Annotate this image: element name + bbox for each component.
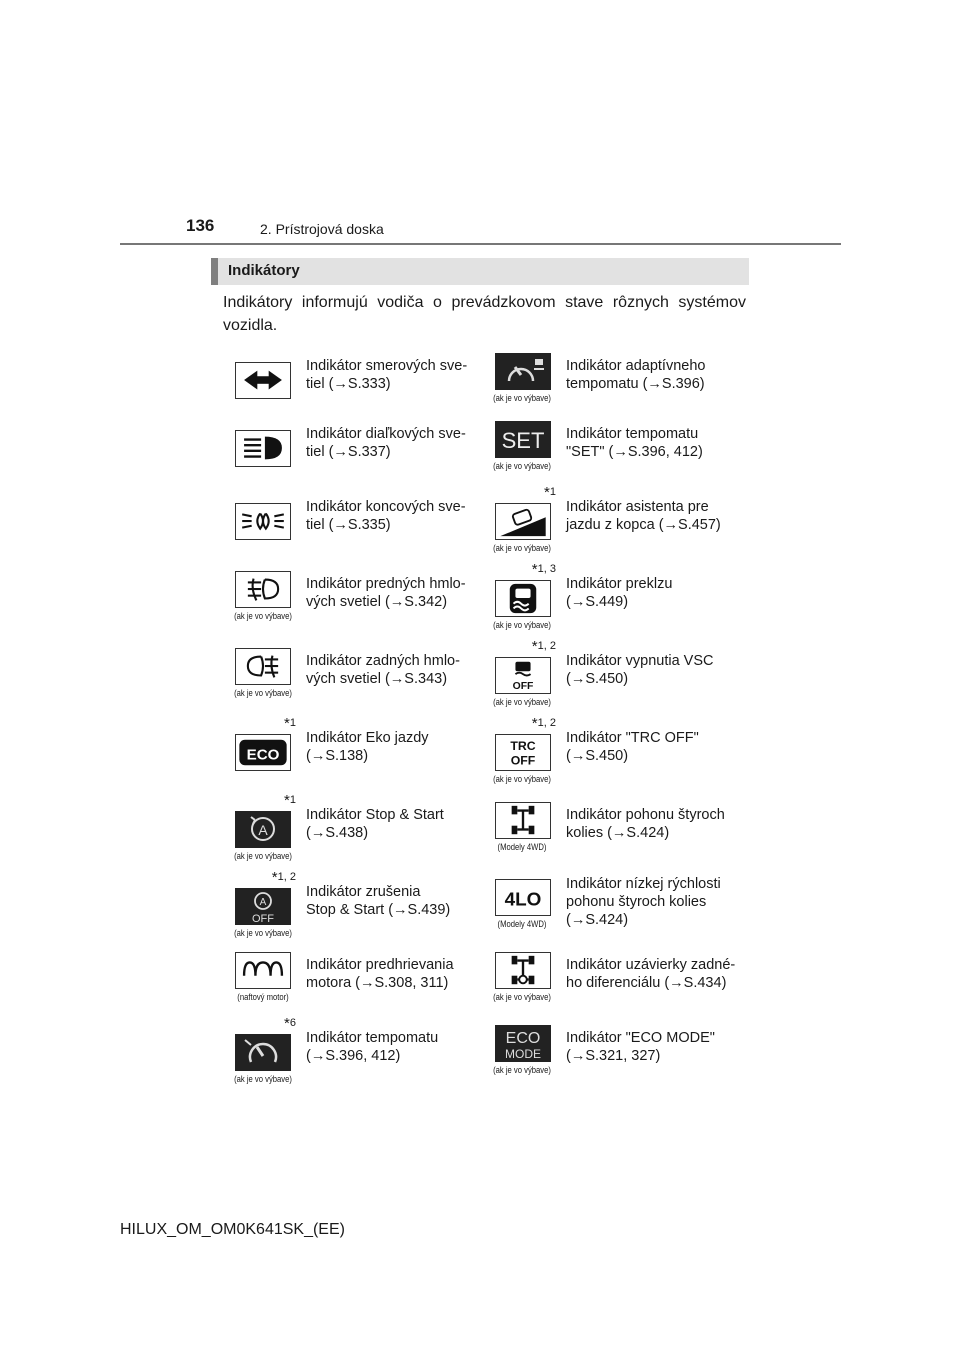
- cruise-set-icon: [495, 421, 551, 458]
- description-line: (→S.450): [566, 748, 629, 764]
- availability-note: (ak je vo výbave): [493, 393, 551, 403]
- description-line: Indikátor "ECO MODE": [566, 1030, 715, 1046]
- description-line: Indikátor asistenta pre: [566, 499, 709, 515]
- footnote-marker: [544, 484, 556, 501]
- availability-note: (naftový motor): [237, 992, 289, 1002]
- indicator-row: [0, 1015, 960, 1089]
- footnote-marker: [284, 1015, 296, 1032]
- availability-note: (ak je vo výbave): [493, 1065, 551, 1075]
- description-line: Indikátor nízkej rýchlosti: [566, 876, 721, 892]
- section-title: Indikátory: [228, 262, 300, 279]
- description-line: tiel (→S.335): [306, 517, 391, 533]
- description-line: (→S.450): [566, 671, 629, 687]
- front-fog-icon: [235, 571, 291, 608]
- indicator-row: [0, 415, 960, 485]
- cruise-control-icon: [235, 1034, 291, 1071]
- trc-off-icon: [495, 734, 551, 771]
- high-beam-icon: [235, 430, 291, 467]
- footnote-marker: [532, 715, 556, 732]
- indicator-description: [306, 425, 486, 461]
- description-line: Indikátor adaptívneho: [566, 358, 706, 374]
- indicator-description: [306, 883, 486, 919]
- asterisk-icon: *: [271, 869, 278, 886]
- description-line: "SET" (→S.396, 412): [566, 444, 703, 460]
- footnote-marker: [272, 869, 296, 886]
- availability-note: (ak je vo výbave): [493, 992, 551, 1002]
- description-line: jazdu z kopca (→S.457): [566, 517, 721, 533]
- description-line: Indikátor predných hmlo-: [306, 576, 466, 592]
- footnote-marker: [284, 792, 296, 809]
- asterisk-icon: *: [531, 715, 538, 732]
- section-header: [211, 258, 749, 285]
- indicator-description: [306, 498, 486, 534]
- indicator-label: OFF: [252, 913, 274, 925]
- page-number: 136: [186, 216, 215, 235]
- description-line: tiel (→S.337): [306, 444, 391, 460]
- indicator-description: [306, 575, 486, 611]
- description-line: (→S.138): [306, 748, 369, 764]
- description-line: Indikátor pohonu štyroch: [566, 807, 725, 823]
- description-line: tiel (→S.333): [306, 376, 391, 392]
- description-line: pohonu štyroch kolies: [566, 894, 707, 910]
- description-line: Indikátor Eko jazdy: [306, 730, 429, 746]
- section-intro: Indikátory informujú vodiča o prevádzkovom stave rôznych systémov vozidla.: [223, 294, 746, 334]
- four-lo-icon: [495, 879, 551, 916]
- availability-note: (ak je vo výbave): [234, 928, 292, 938]
- availability-note: (ak je vo výbave): [234, 688, 292, 698]
- asterisk-icon: *: [531, 638, 538, 655]
- description-line: (→S.424): [566, 912, 629, 928]
- chapter-title: 2. Prístrojová doska: [260, 221, 384, 237]
- footnote-number: 6: [289, 1017, 296, 1029]
- footnote-number: 1, 2: [537, 717, 556, 729]
- footnote-marker: [284, 715, 296, 732]
- description-line: Indikátor tempomatu: [306, 1030, 439, 1046]
- indicator-description: [566, 425, 746, 461]
- description-line: motora (→S.308, 311): [306, 975, 449, 991]
- indicator-description: [306, 956, 486, 992]
- hill-start-assist-icon: [495, 503, 551, 540]
- asterisk-icon: *: [284, 1015, 290, 1032]
- footnote-marker: [532, 561, 556, 578]
- indicator-description: [566, 806, 746, 842]
- description-line: tempomatu (→S.396): [566, 376, 705, 392]
- indicator-description: [566, 729, 746, 765]
- rear-fog-icon: [235, 648, 291, 685]
- indicator-description: [306, 806, 486, 842]
- indicator-label: OFF: [512, 681, 534, 693]
- indicator-description: [566, 956, 746, 992]
- description-line: Indikátor zrušenia: [306, 884, 421, 900]
- availability-note: (Modely 4WD): [497, 919, 547, 929]
- indicator-description: [306, 652, 486, 688]
- four-wheel-drive-icon: [495, 802, 551, 839]
- availability-note: (Modely 4WD): [497, 842, 547, 852]
- indicator-label: TRC: [510, 739, 536, 754]
- vsc-off-icon: [495, 657, 551, 694]
- diff-lock-icon: [495, 952, 551, 989]
- availability-note: (ak je vo výbave): [493, 774, 551, 784]
- asterisk-icon: *: [284, 792, 290, 809]
- indicator-label: SET: [501, 428, 545, 453]
- eco-mode-icon: [495, 1025, 551, 1062]
- indicator-label: OFF: [510, 753, 536, 768]
- asterisk-icon: *: [544, 484, 550, 501]
- glow-plug-icon: [235, 952, 291, 989]
- description-line: Stop & Start (→S.439): [306, 902, 451, 918]
- slip-icon: [495, 580, 551, 617]
- tail-light-icon: [235, 503, 291, 540]
- indicator-description: [566, 498, 746, 534]
- description-line: Indikátor preklzu: [566, 576, 673, 592]
- indicator-label: MODE: [505, 1047, 541, 1061]
- availability-note: (ak je vo výbave): [493, 697, 551, 707]
- asterisk-icon: *: [531, 561, 538, 578]
- indicator-row: [0, 347, 960, 417]
- description-line: vých svetiel (→S.342): [306, 594, 448, 610]
- header-divider: [120, 243, 841, 245]
- description-line: Indikátor tempomatu: [566, 426, 699, 442]
- description-line: vých svetiel (→S.343): [306, 671, 448, 687]
- description-line: Indikátor diaľkových sve-: [306, 426, 466, 442]
- description-line: Indikátor Stop & Start: [306, 807, 444, 823]
- indicator-label: A: [259, 897, 267, 908]
- indicator-description: [306, 357, 486, 393]
- indicator-description: [306, 729, 486, 765]
- description-line: Indikátor smerových sve-: [306, 358, 468, 374]
- description-line: Indikátor "TRC OFF": [566, 730, 699, 746]
- indicator-label: A: [258, 822, 268, 838]
- footnote-marker: [532, 638, 556, 655]
- indicator-row: [0, 484, 960, 558]
- availability-note: (ak je vo výbave): [493, 543, 551, 553]
- description-line: Indikátor koncových sve-: [306, 499, 466, 515]
- footnote-number: 1, 3: [537, 563, 556, 575]
- availability-note: (ak je vo výbave): [493, 461, 551, 471]
- description-line: Indikátor uzávierky zadné-: [566, 957, 736, 973]
- availability-note: (ak je vo výbave): [493, 620, 551, 630]
- indicator-description: [566, 575, 746, 611]
- indicator-label: ECO: [246, 746, 280, 764]
- indicator-description: [306, 1029, 486, 1065]
- footnote-number: 1, 2: [537, 640, 556, 652]
- document-code: HILUX_OM_OM0K641SK_(EE): [120, 1221, 345, 1238]
- footnote-number: 1: [289, 794, 296, 806]
- indicator-row: [0, 946, 960, 1016]
- description-line: (→S.396, 412): [306, 1048, 401, 1064]
- availability-note: (ak je vo výbave): [234, 611, 292, 621]
- description-line: Indikátor vypnutia VSC: [566, 653, 714, 669]
- indicator-description: [566, 875, 746, 929]
- indicator-row: [0, 715, 960, 789]
- footnote-number: 1, 2: [277, 871, 296, 883]
- indicator-description: [566, 1029, 746, 1065]
- indicator-row: [0, 638, 960, 712]
- description-line: (→S.438): [306, 825, 369, 841]
- description-line: (→S.449): [566, 594, 629, 610]
- indicator-description: [566, 652, 746, 688]
- indicator-label: ECO: [505, 1030, 541, 1047]
- asterisk-icon: *: [284, 715, 290, 732]
- indicator-description: [566, 357, 746, 393]
- adaptive-cruise-icon: [495, 353, 551, 390]
- description-line: Indikátor predhrievania: [306, 957, 454, 973]
- availability-note: (ak je vo výbave): [234, 851, 292, 861]
- turn-signal-icon: [235, 362, 291, 399]
- description-line: ho diferenciálu (→S.434): [566, 975, 727, 991]
- description-line: kolies (→S.424): [566, 825, 670, 841]
- indicator-row: [0, 869, 960, 943]
- indicator-row: [0, 792, 960, 866]
- indicator-row: [0, 561, 960, 635]
- stop-start-icon: [235, 811, 291, 848]
- description-line: (→S.321, 327): [566, 1048, 661, 1064]
- footnote-number: 1: [549, 486, 556, 498]
- eco-driving-icon: [235, 734, 291, 771]
- stop-start-off-icon: [235, 888, 291, 925]
- description-line: Indikátor zadných hmlo-: [306, 653, 460, 669]
- indicator-label: 4LO: [504, 889, 542, 911]
- footnote-number: 1: [289, 717, 296, 729]
- availability-note: (ak je vo výbave): [234, 1074, 292, 1084]
